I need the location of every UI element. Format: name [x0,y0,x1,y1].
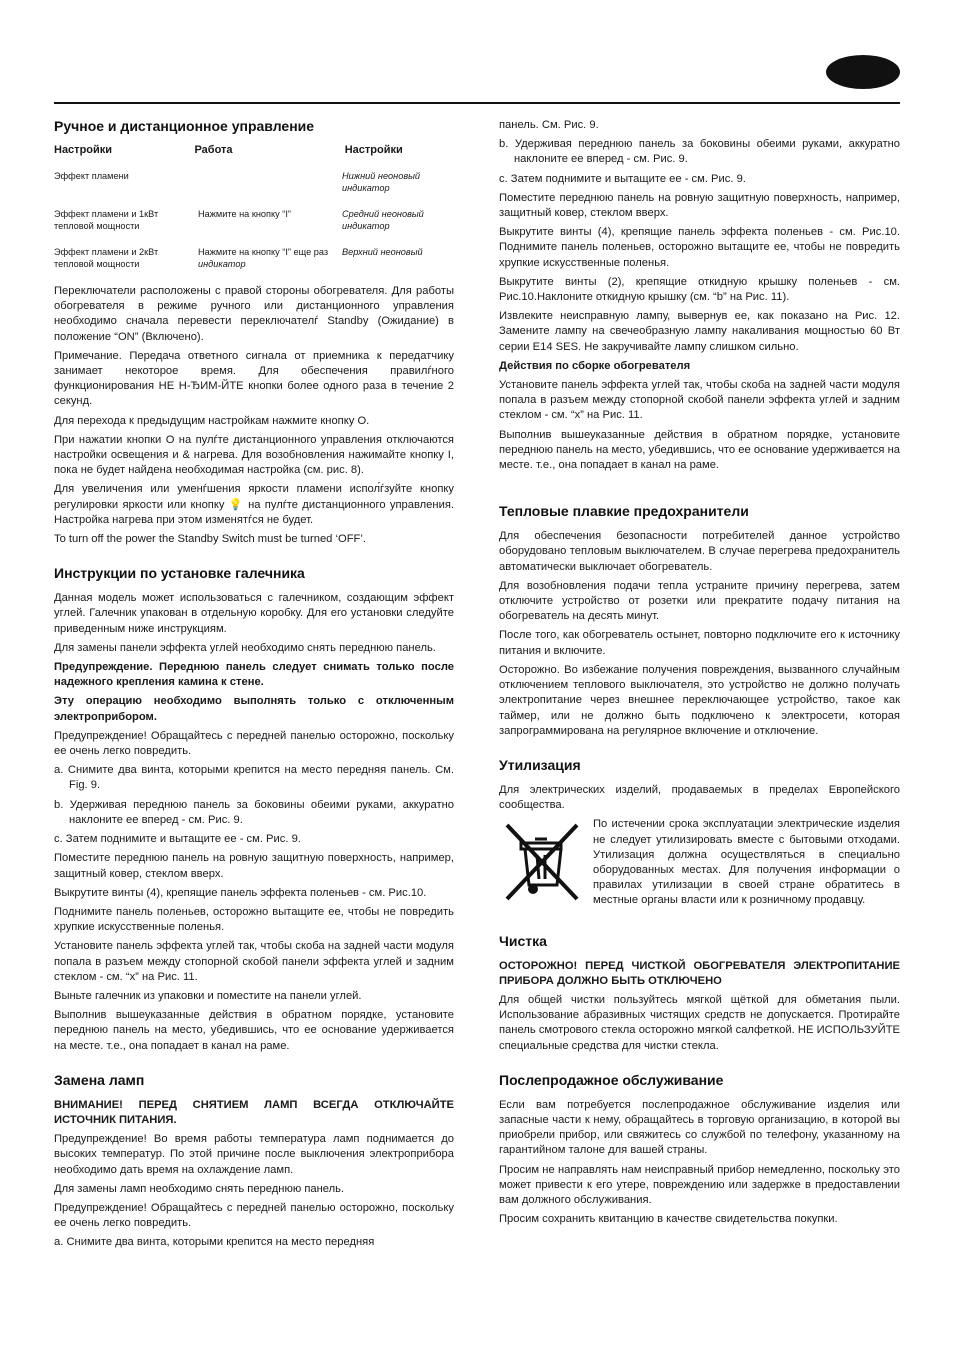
paragraph: Осторожно. Во избежание получения повреждения, вызванного случайным отключением теплового выключателя, это устройство не должно получать электропитание через внешнее переключающее устройство, такое как таймер, или не должно быть подключено к электросети, которая запрограммирована на регулярное включение и отключение. [499,663,900,737]
paragraph: Установите панель эффекта углей так, чтобы скоба на задней части модуля попала в разъем между стопорной скобой панели эффекта углей и задним стеклом - см. “x” на Рис. 11. [499,379,900,422]
paragraph: Предупреждение! Во время работы температура ламп поднимается до высоких температур. По этой причине после выключения электроприбора необходимо дать время на охлаждение ламп. [54,1133,454,1176]
paragraph: Для общей чистки пользуйтесь мягкой щёткой для обметания пыли. Использование абразивных чистящих средств не допускается. Протирайте панель смотрового стекла осторожно мягкой салфеткой. НЕ ИСПОЛЬЗУЙТЕ специальные средства для чистки стекла. [499,993,900,1052]
paragraph: Для возобновления подачи тепла устраните причину перегрева, затем отключите устройство от розетки или прекратите подачу питания на обогреватель на десять минут. [499,579,900,623]
table-cell: Нижний неоновый индикатор [342,171,420,193]
section-title-pebbles: Инструкции по установке галечника [54,565,305,582]
table-header-cell: Настройки [54,144,113,156]
table-header-cell: Работа [194,144,233,156]
paragraph: Предупреждение! Обращайтесь с передней панелью осторожно, поскольку ее очень легко повредить. [54,729,454,758]
warning-paragraph: ОСТОРОЖНО! ПЕРЕД ЧИСТКОЙ ОБОГРЕВАТЕЛЯ ЭЛЕКТРОПИТАНИЕ ПРИБОРА ДОЛЖНО БЫТЬ ОТКЛЮЧЕНО [499,959,900,987]
spacer [54,1058,454,1072]
table-row [54,246,454,270]
paragraph: При нажатии кнопки O на пулѓте дистанционного управления отключаются настройки освещения и & нагрева. Для возобновления нажимайте кнопку I, пока не будет найдена необходимая настройка (см. рис. 8). [54,433,454,477]
paragraph: Поместите переднюю панель на ровную защитную поверхность, например, защитный ковер, стеклом вверх. [54,852,454,880]
header-rule [54,102,900,104]
disposal-block [499,817,900,912]
paragraph: Для обеспечения безопасности потребителей данное устройство оборудовано тепловым выключателем. В случае перегрева предохранитель автоматически выключает обогреватель. [499,530,900,573]
table-row [54,170,454,194]
table-cell-italic: индикатор [198,259,246,269]
list-item: a. Снимите два винта, которыми крепится на место передняя панель. См. Fig. 9. [54,764,454,792]
warning-paragraph: Эту операцию необходимо выполнять только с отключенным электроприбором. [54,695,454,723]
settings-table-header [54,144,454,156]
paragraph: Выньте галечник из упаковки и поместите на панели углей. [54,989,362,1002]
table-cell-text: Нажмите на кнопку “I” еще раз [198,247,329,257]
list-item: c. Затем поднимите и вытащите ее - см. Рис. 9. [499,172,746,185]
paragraph: Для перехода к предыдущим настройкам нажмите кнопку O. [54,414,370,427]
section-title-controls: Ручное и дистанционное управление [54,118,315,134]
paragraph: Если вам потребуется послепродажное обслуживание изделия или запасные части к нему, обращайтесь в торговую организацию, в которой вы приобрели прибор, или свяжитесь со службой по телефону, указанному на гарантийном талоне для вашей страны. [499,1098,900,1157]
paragraph: Выкрутите винты (4), крепящие панель эффекта поленьев - см. Рис.10. [54,886,427,899]
paragraph: Предупреждение! Обращайтесь с передней панелью осторожно, поскольку ее очень легко повредить. [54,1201,454,1230]
spacer [499,1058,900,1072]
table-cell: Верхний неоновый [342,247,423,257]
list-item: c. Затем поднимите и вытащите ее - см. Рис. 9. [54,833,301,846]
paragraph: Выполнив вышеуказанные действия в обратном порядке, установите переднюю панель на место, убедившись, что ее основание удерживается на месте. т.е., она попадает в канал на раме. [499,428,900,472]
left-column [54,118,454,1255]
paragraph: To turn off the power the Standby Switch must be turned ‘OFF’. [54,533,366,546]
spacer [54,551,454,565]
warning-paragraph: Предупреждение. Переднюю панель следует снимать только после надежного крепления камина к стене. [54,661,454,689]
right-column [499,118,900,1231]
spacer [499,919,900,933]
section-title-disposal: Утилизация [499,756,581,773]
spacer [499,743,900,757]
paragraph: Примечание. Передача ответного сигнала от приемника к передатчику занимает некоторое время. Для обеспечения правилѓного функционирования НЕ Н-ЂИМ-ЙТЕ кнопки более одного раза в течение 2 секунд. [54,349,454,408]
section-title-service: Послепродажное обслуживание [499,1071,724,1088]
paragraph: Извлеките неисправную лампу, вывернув ее, как показано на Рис. 12. Замените лампу на свечеобразную лампу накаливания мощностью 60 Вт серии E14 SES. Не закручивайте лампу слишком сильно. [499,310,900,353]
paragraph: Выполнив вышеуказанные действия в обратном порядке, установите переднюю панель на место, убедившись, что ее основание удерживается на месте. т.е., она попадает в канал на раме. [54,1009,454,1052]
section-title-lamps: Замена ламп [54,1071,145,1088]
paragraph: Для увеличения или уменѓшения яркости пламени испол́ѓзуйте кнопку регулировки яркости или кнопку 💡 на пулѓте дистанционного управления. Настройка нагрева при этом изменятѓся не будет. [54,483,454,526]
paragraph: Просим сохранить квитанцию в качестве свидетельства покупки. [499,1213,838,1226]
page-tab-marker [826,55,900,89]
table-cell: Средний неоновый индикатор [342,209,424,231]
list-item: b. Удерживая переднюю панель за боковины обеими руками, аккуратно наклоните ее вперед - см. Рис. 9. [499,138,900,166]
paragraph: По истечении срока эксплуатации электрические изделия не следует утилизировать вместе с бытовыми отходами. Утилизация должна осуществляться в специально оборудованных местах. Для получения информации о правилах утилизации в своей стране обратитесь в местные органы власти или к розничному продавцу. [593,818,900,907]
table-row [54,208,454,232]
table-header-cell: Настройки [344,144,403,156]
table-cell: Нажмите на кнопку “I” [198,209,291,219]
paragraph: Выкрутите винты (4), крепящие панель эффекта поленьев - см. Рис.10. Поднимите панель поленьев, осторожно вытащите ее, чтобы не повредить хрупкие искусственные поленья. [499,226,900,269]
table-cell [198,170,342,194]
paragraph: Переключатели расположены с правой стороны обогревателя. Для работы обогревателя в режиме ручного или дистанционного управления необходимо сначала перевести переключателѓ Standby (Ожидание) в положение “ON” (Включено). [54,285,454,343]
paragraph: Для электрических изделий, продаваемых в пределах Европейского сообщества. [499,783,900,812]
paragraph: Выкрутите винты (2), крепящие откидную крышку поленьев - см. Рис.10.Наклоните откидную крышку (см. “b” на Рис. 11). [499,275,900,304]
paragraph: Установите панель эффекта углей так, чтобы скоба на задней части модуля попала в разъем между стопорной скобой панели эффекта углей и задним стеклом - см. “x” на Рис. 11. [54,940,454,983]
paragraph: Для замены ламп необходимо снять переднюю панель. [54,1182,345,1195]
paragraph: Для замены панели эффекта углей необходимо снять переднюю панель. [54,641,436,654]
table-cell: Эффект пламени и 2кВт тепловой мощности [54,247,159,269]
table-cell: Эффект пламени [54,171,129,181]
warning-paragraph: ВНИМАНИЕ! ПЕРЕД СНЯТИЕМ ЛАМП ВСЕГДА ОТКЛЮЧАЙТЕ ИСТОЧНИК ПИТАНИЯ. [54,1098,454,1126]
spacer [499,477,900,503]
crossed-out-wheelie-bin-icon [499,819,585,905]
settings-table [54,144,454,270]
paragraph: Поместите переднюю панель на ровную защитную поверхность, например, защитный ковер, стеклом вверх. [499,191,900,220]
table-cell: Эффект пламени и 1кВт тепловой мощности [54,209,159,231]
list-item: панель. См. Рис. 9. [499,119,599,131]
disposal-text [593,817,900,912]
section-title-fuses: Тепловые плавкие предохранители [499,503,749,520]
section-title-cleaning: Чистка [499,932,547,949]
paragraph: После того, как обогреватель остынет, повторно подключите его к источнику питания и включите. [499,629,900,657]
table-cell [198,246,342,270]
list-item: b. Удерживая переднюю панель за боковины обеими руками, аккуратно наклоните ее вперед - см. Рис. 9. [54,798,454,826]
paragraph: Просим не направлять нам неисправный прибор немедленно, поскольку это может привести к его утере, повреждению или задержке в предоставлении вам должного обслуживания. [499,1163,900,1206]
list-item: a. Снимите два винта, которыми крепится на место передняя [54,1236,375,1249]
paragraph: Поднимите панель поленьев, осторожно вытащите ее, чтобы не повредить хрупкие искусственные поленья. [54,905,454,934]
paragraph: Данная модель может использоваться с галечником, создающим эффект углей. Галечник упакован в отдельную коробку. Для его установки следуйте приведенным ниже инструкциям. [54,592,454,635]
subheading: Действия по сборке обогревателя [499,359,691,372]
